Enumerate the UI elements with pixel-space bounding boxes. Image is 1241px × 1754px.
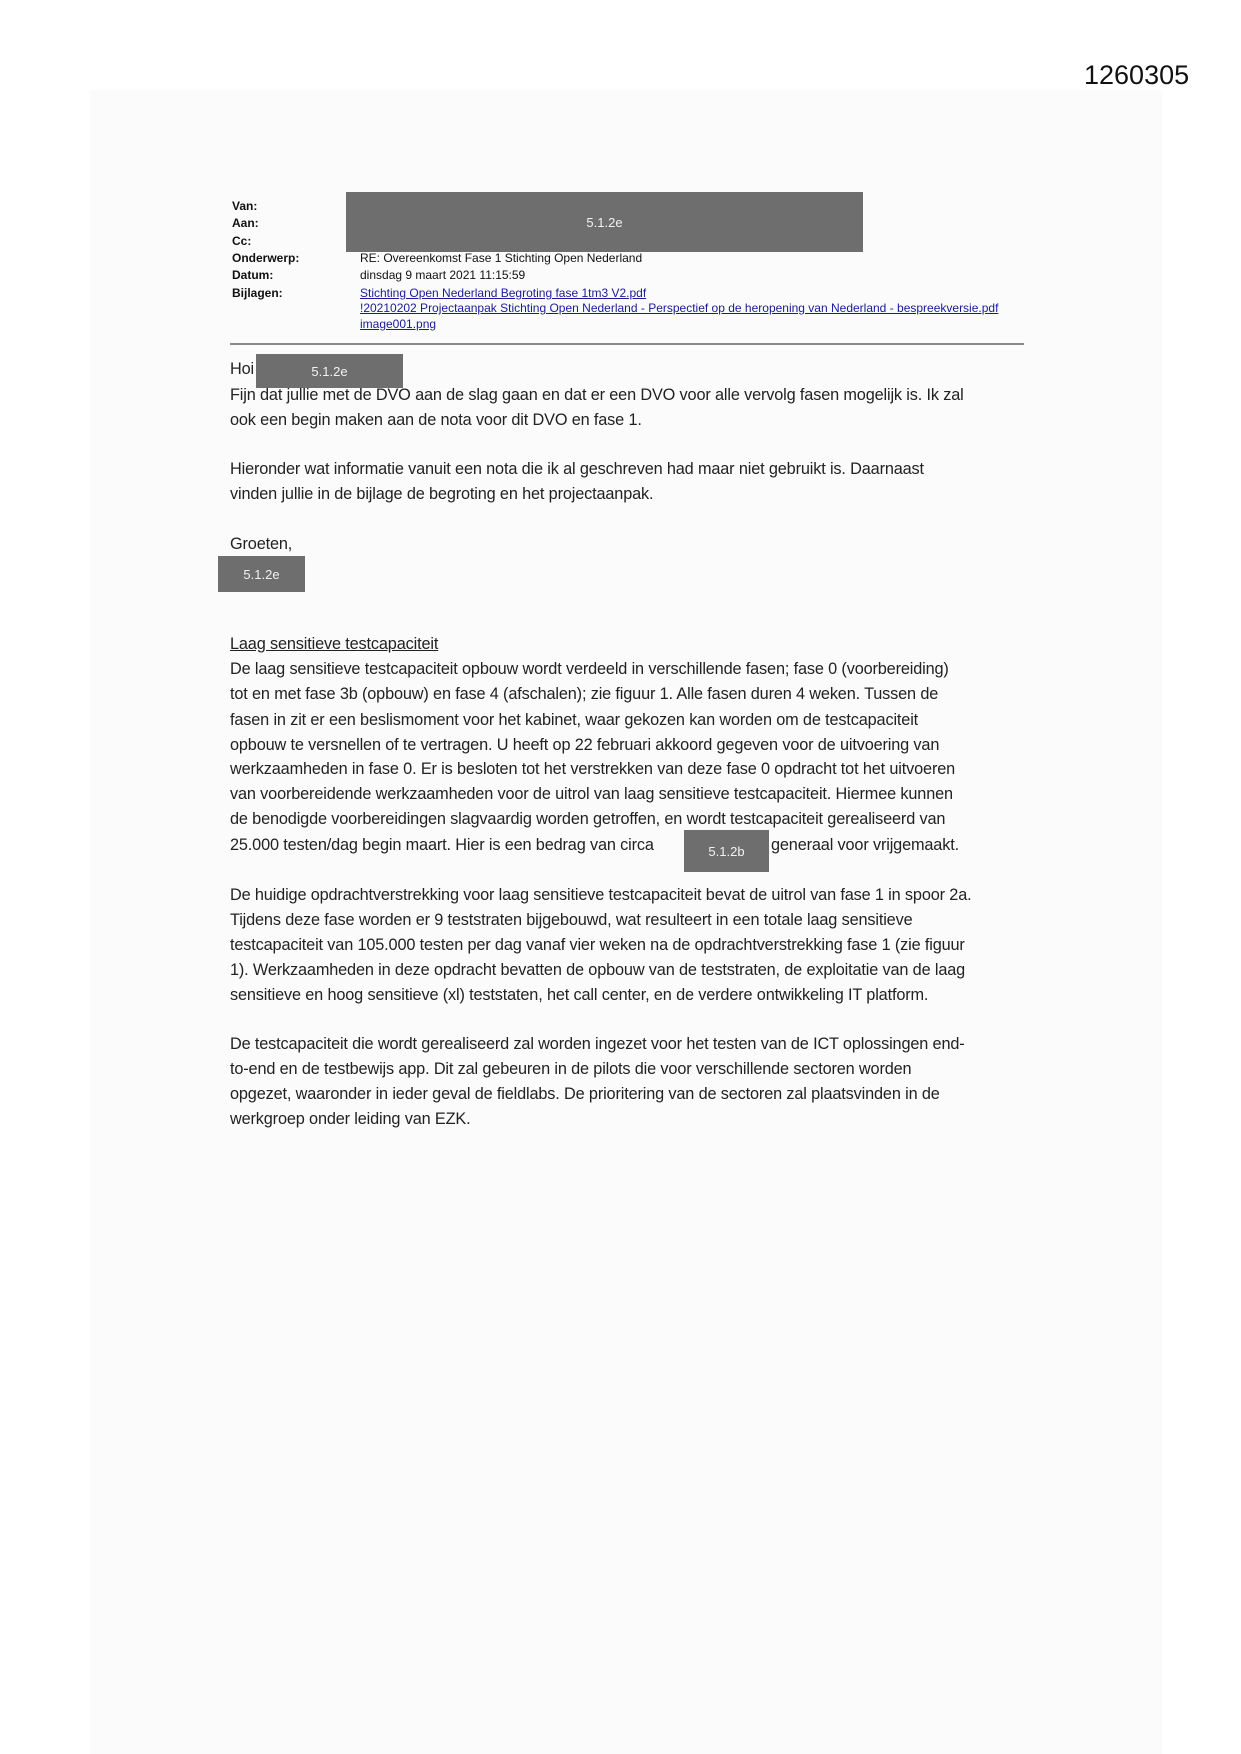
body-line: De testcapaciteit die wordt gerealiseerd zal worden ingezet voor het testen van de ICT oplossingen end- [230,1035,965,1053]
body-line: werkgroep onder leiding van EZK. [230,1110,471,1128]
body-line: De laag sensitieve testcapaciteit opbouw wordt verdeeld in verschillende fasen; fase 0 (voorbereiding) [230,660,949,678]
subject-value: RE: Overeenkomst Fase 1 Stichting Open Nederland [360,251,643,265]
date-value: dinsdag 9 maart 2021 11:15:59 [360,268,526,282]
body-line: De huidige opdrachtverstrekking voor laag sensitieve testcapaciteit bevat de uitrol van fase 1 in spoor 2a. [230,886,972,904]
header-divider [230,343,1024,345]
attachment-link[interactable]: image001.png [360,317,437,331]
body-line: tot en met fase 3b (opbouw) en fase 4 (afschalen); zie figuur 1. Alle fasen duren 4 weken. Tussen de [230,685,939,703]
body-line: testcapaciteit van 105.000 testen per dag vanaf vier weken na de opdrachtverstrekking fase 1 (zie figuur [230,936,965,954]
body-line: sensitieve en hoog sensitieve (xl) teststaten, het call center, en de verdere ontwikkeling IT platform. [230,986,929,1004]
attachment-link[interactable]: !20210202 Projectaanpak Stichting Open Nederland - Perspectief op de heropening van Nederland - bespreekversie.pdf [360,301,999,315]
redaction-box: 5.1.2b [684,830,769,872]
attachment-link[interactable]: Stichting Open Nederland Begroting fase 1tm3 V2.pdf [360,286,647,300]
body-line: vinden jullie in de bijlage de begroting en het projectaanpak. [230,485,654,503]
body-line: opbouw te versnellen of te vertragen. U heeft op 22 februari akkoord gegeven voor de uitvoering van [230,736,940,754]
redaction-box: 5.1.2e [346,192,863,252]
body-line: 1). Werkzaamheden in deze opdracht bevatten de opbouw van de teststraten, de exploitatie van de laag [230,961,966,979]
body-line: ook een begin maken aan de nota voor dit DVO en fase 1. [230,411,642,429]
redaction-box: 5.1.2e [218,556,305,592]
body-line: 25.000 testen/dag begin maart. Hier is een bedrag van circa [230,836,654,854]
document-number: 1260305 [1084,60,1190,90]
body-line: de benodigde voorbereidingen slagvaardig worden getroffen, en wordt testcapaciteit gerealiseerd van [230,810,946,828]
body-line: van voorbereidende werkzaamheden voor de uitrol van laag sensitieve testcapaciteit. Hiermee kunnen [230,785,953,803]
body-line: werkzaamheden in fase 0. Er is besloten tot het verstrekken van deze fase 0 opdracht tot het uitvoeren [230,760,956,778]
attachments-label: Bijlagen: [232,286,283,300]
body-line: fasen in zit er een beslismoment voor het kabinet, waar gekozen kan worden om de testcapaciteit [230,711,919,729]
body-line: Fijn dat jullie met de DVO aan de slag gaan en dat er een DVO voor alle vervolg fasen mogelijk is. Ik zal [230,386,964,404]
body-line: to-end en de testbewijs app. Dit zal gebeuren in de pilots die voor verschillende sectoren worden [230,1060,912,1078]
greeting: Hoi [230,360,254,378]
subject-label: Onderwerp: [232,251,300,265]
to-label: Aan: [232,216,259,230]
date-label: Datum: [232,268,274,282]
redaction-box: 5.1.2e [256,354,403,388]
from-label: Van: [232,199,258,213]
closing: Groeten, [230,535,293,553]
cc-label: Cc: [232,234,252,248]
body-line: Tijdens deze fase worden er 9 teststraten bijgebouwd, wat resulteert in een totale laag sensitieve [230,911,913,929]
section-heading: Laag sensitieve testcapaciteit [230,635,439,653]
body-line: Hieronder wat informatie vanuit een nota die ik al geschreven had maar niet gebruikt is. Daarnaast [230,460,924,478]
body-line: opgezet, waaronder in ieder geval de fieldlabs. De prioritering van de sectoren zal plaatsvinden in de [230,1085,940,1103]
body-line: generaal voor vrijgemaakt. [771,836,959,854]
